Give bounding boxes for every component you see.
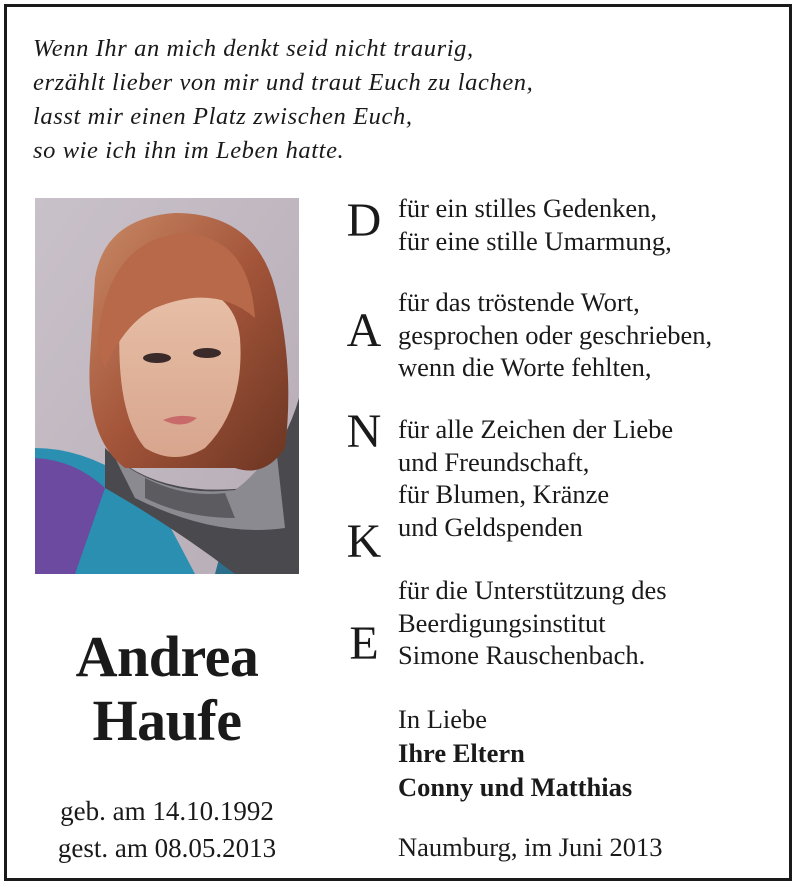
danke-letter: N bbox=[346, 405, 382, 458]
thanks-line: für ein stilles Gedenken, bbox=[398, 193, 658, 223]
closing-names: Conny und Matthias bbox=[398, 772, 633, 802]
last-name: Haufe bbox=[92, 688, 242, 753]
thanks-line: Beerdigungsinstitut bbox=[398, 607, 606, 638]
danke-letter: K bbox=[346, 515, 382, 568]
place-date: Naumburg, im Juni 2013 bbox=[398, 832, 663, 862]
portrait-photo bbox=[35, 198, 299, 574]
thanks-line: wenn die Worte fehlten, bbox=[398, 352, 652, 382]
thanks-block bbox=[398, 286, 712, 384]
thanks-line: für das tröstende Wort, bbox=[398, 287, 640, 317]
death-date: gest. am 08.05.2013 bbox=[57, 833, 277, 863]
poem-line: lasst mir einen Platz zwischen Euch, bbox=[33, 103, 413, 130]
danke-letter: A bbox=[346, 304, 382, 357]
thanks-block bbox=[398, 413, 673, 543]
birth-date: geb. am 14.10.1992 bbox=[60, 796, 274, 826]
thanks-line: für eine stille Umarmung, bbox=[398, 225, 672, 256]
thanks-line: für alle Zeichen der Liebe bbox=[398, 414, 674, 444]
closing-from: Ihre Eltern bbox=[398, 738, 525, 768]
first-name: Andrea bbox=[75, 624, 259, 689]
deceased-name bbox=[35, 625, 299, 753]
poem-line: Wenn Ihr an mich denkt seid nicht traurig, bbox=[33, 35, 474, 62]
closing-signature bbox=[398, 702, 632, 804]
danke-letter: E bbox=[349, 617, 379, 670]
thanks-line: Simone Rauschenbach. bbox=[398, 640, 646, 670]
thanks-line: gesprochen oder geschrieben, bbox=[398, 319, 713, 350]
thanks-block bbox=[398, 574, 667, 672]
thanks-line: und Freundschaft, bbox=[398, 446, 590, 477]
poem-line: so wie ich ihn im Leben hatte. bbox=[33, 137, 345, 164]
memorial-poem bbox=[33, 32, 533, 168]
thanks-line: für die Unterstützung des bbox=[398, 575, 667, 605]
thanks-line: für Blumen, Kränze bbox=[398, 479, 610, 509]
life-dates bbox=[35, 793, 299, 867]
poem-line: erzählt lieber von mir und traut Euch zu lachen, bbox=[33, 69, 534, 96]
danke-letter: D bbox=[346, 194, 382, 247]
thanks-line: und Geldspenden bbox=[398, 511, 583, 542]
closing-greeting: In Liebe bbox=[398, 704, 488, 734]
thanks-block bbox=[398, 192, 672, 257]
